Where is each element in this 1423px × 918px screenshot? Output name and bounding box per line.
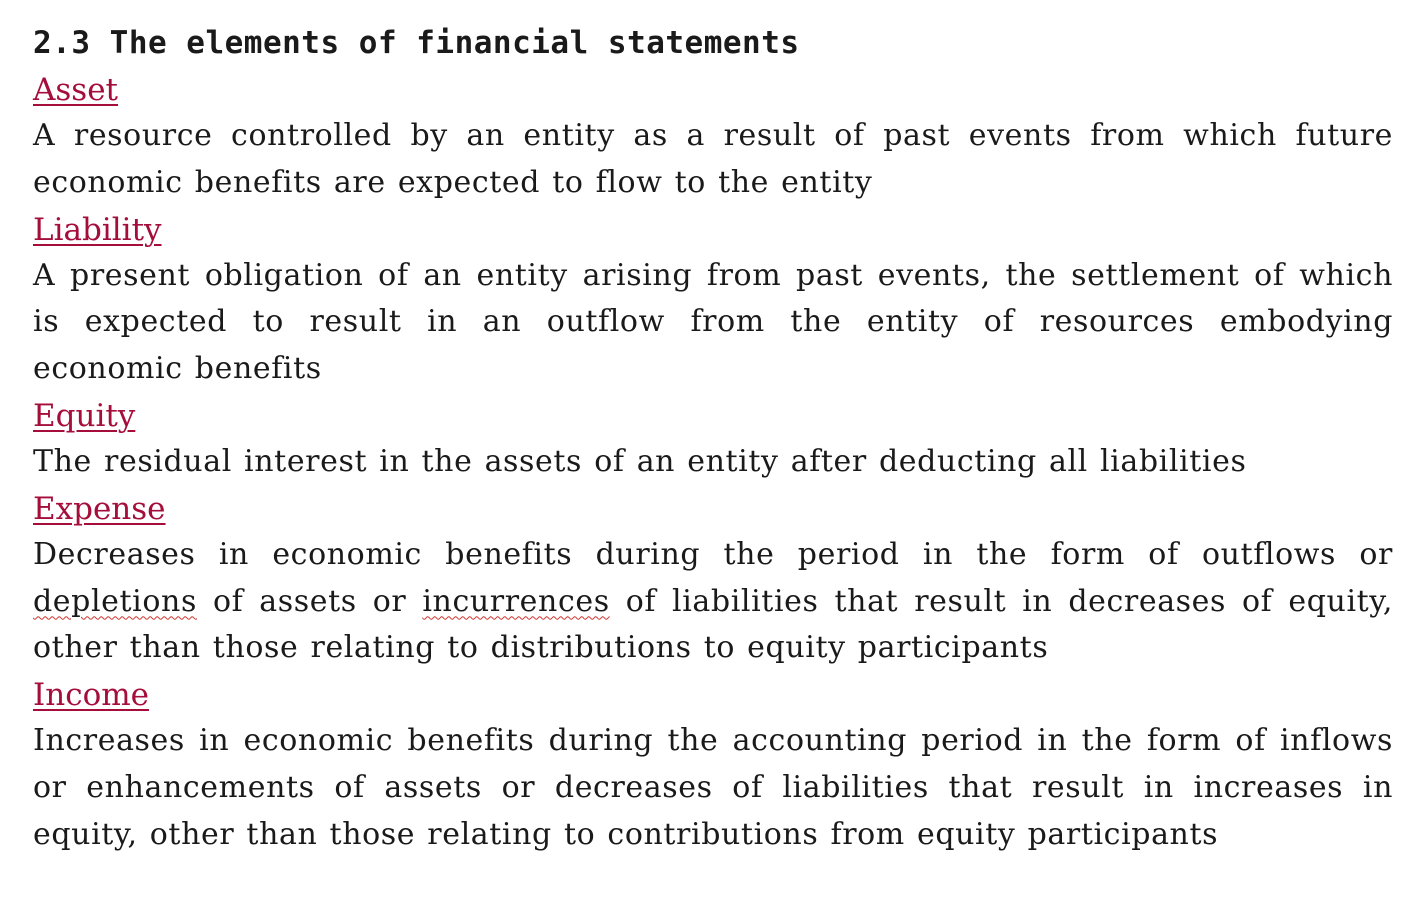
definition-equity: The residual interest in the assets of an entity after deducting all liabilities: [33, 443, 1247, 479]
definition-expense-text: Decreases in economic benefits during the period in the form of outflows or: [33, 536, 1393, 572]
term-link-expense[interactable]: Expense: [33, 490, 166, 527]
definition-liability: A present obligation of an entity arising from past events, the settlement of which is expected to result in an outflow from the entity of resources embodying economic benefits: [33, 257, 1393, 387]
definition-expense: [33, 532, 1393, 672]
term-link-liability[interactable]: Liability: [33, 211, 162, 248]
spellcheck-word-depletions[interactable]: depletions: [33, 583, 197, 619]
definition-income: Increases in economic benefits during the accounting period in the form of inflows or enhancements of assets or decreases of liabilities that result in increases in equity, other than those relating to contributions from equity participants: [33, 723, 1393, 852]
definition-expense-text: of liabilities that result in decreases of equity, other than those relating to distributions to equity participants: [33, 583, 1393, 666]
definition-expense-text: of assets or: [196, 583, 423, 619]
term-link-equity[interactable]: Equity: [33, 397, 136, 434]
document-body: [33, 20, 1393, 859]
term-link-income[interactable]: Income: [33, 677, 149, 714]
term-link-asset[interactable]: Asset: [33, 72, 119, 108]
spellcheck-word-incurrences[interactable]: incurrences: [422, 583, 610, 619]
definition-asset: A resource controlled by an entity as a result of past events from which future economic benefits are expected to flow to the entity: [33, 118, 1393, 200]
section-heading: 2.3 The elements of financial statements: [33, 25, 800, 61]
